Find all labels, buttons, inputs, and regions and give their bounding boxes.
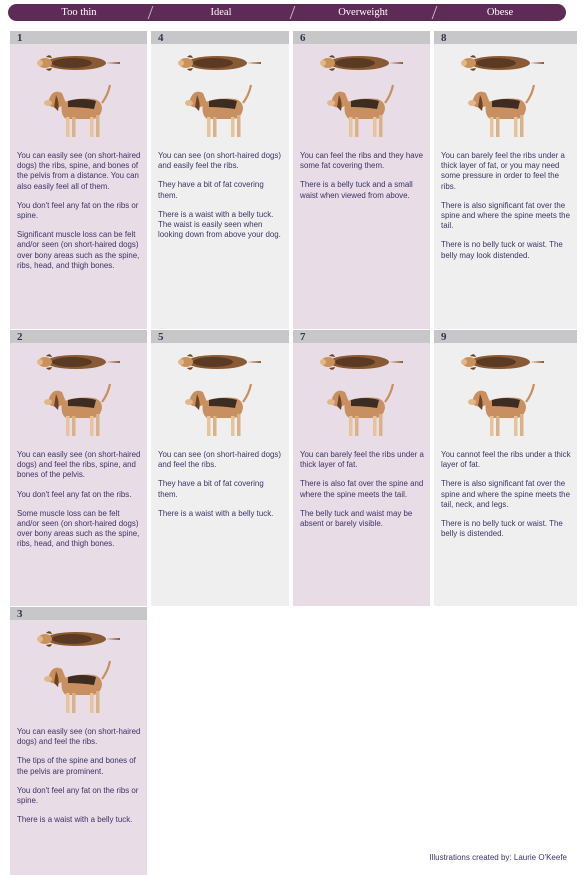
dog-top-view-illustration <box>456 352 544 372</box>
description-paragraph: The belly tuck and waist may be absent or barely visible. <box>300 508 413 529</box>
description-paragraph: There is a waist with a belly tuck. <box>158 508 274 518</box>
description-paragraph: Some muscle loss can be felt and/or seen (on short-haired dogs) over bony areas such as the spine, ribs, head, and thigh bones. <box>17 508 140 549</box>
dog-side-view-illustration <box>319 376 395 442</box>
dog-side-view-illustration <box>36 376 112 442</box>
score-card-2 <box>10 330 147 606</box>
description-paragraph: You can barely feel the ribs under a thick layer of fat, or you may need some pressure in order to feel the ribs. <box>441 151 565 191</box>
description-paragraph: You can see (on short-haired dogs) and feel the ribs. <box>158 450 281 470</box>
score-card-5 <box>151 330 289 606</box>
dog-top-view-illustration <box>315 53 403 73</box>
score-bar <box>10 330 147 343</box>
dog-side-view-illustration <box>36 77 112 143</box>
score-bar <box>151 330 289 343</box>
description-paragraph: They have a bit of fat covering them. <box>158 180 264 200</box>
score-card-6 <box>293 31 430 329</box>
score-number: 2 <box>17 331 23 343</box>
score-card-4 <box>151 31 289 329</box>
score-description <box>158 450 285 528</box>
illustration-credit: Illustrations created by: Laurie O'Keefe <box>429 853 567 862</box>
score-bar <box>293 330 430 343</box>
dog-top-view-illustration <box>173 53 261 73</box>
score-number: 1 <box>17 32 23 44</box>
dog-top-view-illustration <box>32 352 120 372</box>
score-bar <box>151 31 289 44</box>
score-card-3 <box>10 607 147 875</box>
description-paragraph: You don't feel any fat on the ribs. <box>17 489 132 499</box>
score-card-7 <box>293 330 430 606</box>
score-bar <box>10 31 147 44</box>
dog-side-view-illustration <box>319 77 395 143</box>
dog-side-view-illustration <box>177 77 253 143</box>
description-paragraph: They have a bit of fat covering them. <box>158 479 264 499</box>
score-description <box>441 151 573 270</box>
score-card-9 <box>434 330 577 606</box>
score-description <box>300 151 426 210</box>
score-description <box>17 727 143 834</box>
description-paragraph: There is also significant fat over the spine and where the spine meets the tail. <box>441 200 570 231</box>
score-number: 6 <box>300 32 306 44</box>
score-number: 7 <box>300 331 306 343</box>
score-card-8 <box>434 31 577 329</box>
score-number: 9 <box>441 331 447 343</box>
score-number: 8 <box>441 32 447 44</box>
dog-side-view-illustration <box>36 653 112 719</box>
score-number: 3 <box>17 608 23 620</box>
description-paragraph: You cannot feel the ribs under a thick layer of fat. <box>441 450 571 470</box>
score-card-1 <box>10 31 147 329</box>
dog-side-view-illustration <box>460 376 536 442</box>
condition-header <box>8 4 566 21</box>
score-bar <box>434 31 577 44</box>
description-paragraph: You don't feel any fat on the ribs or spine. <box>17 785 139 806</box>
score-description <box>158 151 285 249</box>
dog-top-view-illustration <box>173 352 261 372</box>
description-paragraph: You don't feel any fat on the ribs or spine. <box>17 200 139 221</box>
description-paragraph: You can feel the ribs and they have some fat covering them. <box>300 151 423 171</box>
dog-side-view-illustration <box>460 77 536 143</box>
dog-side-view-illustration <box>177 376 253 442</box>
header-too-thin: Too thin <box>61 7 97 18</box>
description-paragraph: There is no belly tuck or waist. The belly may look distended. <box>441 240 563 260</box>
score-description <box>17 450 143 559</box>
dog-top-view-illustration <box>315 352 403 372</box>
description-paragraph: There is a waist with a belly tuck. The waist is easily seen when looking down from above your dog. <box>158 209 281 240</box>
description-paragraph: You can easily see (on short-haired dogs) and feel the ribs. <box>17 727 141 747</box>
description-paragraph: You can easily see (on short-haired dogs) and feel the ribs, spine, and bones of the pelvis. <box>17 450 141 480</box>
score-bar <box>293 31 430 44</box>
dog-top-view-illustration <box>32 53 120 73</box>
description-paragraph: There is no belly tuck or waist. The belly is distended. <box>441 519 563 539</box>
header-ideal: Ideal <box>210 7 232 18</box>
dog-top-view-illustration <box>32 629 120 649</box>
score-description <box>17 151 143 280</box>
dog-top-view-illustration <box>456 53 544 73</box>
description-paragraph: There is also significant fat over the spine and where the spine meets the tail, neck, and legs. <box>441 479 570 509</box>
score-description <box>441 450 573 548</box>
score-number: 5 <box>158 331 164 343</box>
score-bar <box>10 607 147 620</box>
header-overweight: Overweight <box>338 7 388 18</box>
score-bar <box>434 330 577 343</box>
description-paragraph: There is a belly tuck and a small waist when viewed from above. <box>300 180 413 200</box>
description-paragraph: The tips of the spine and bones of the pelvis are prominent. <box>17 756 136 776</box>
description-paragraph: Significant muscle loss can be felt and/or seen (on short-haired dogs) over bony areas such as the spine, ribs, head, and thigh bones. <box>17 230 140 270</box>
description-paragraph: You can barely feel the ribs under a thick layer of fat. <box>300 450 424 470</box>
description-paragraph: You can easily see (on short-haired dogs) the ribs, spine, and bones of the pelvis from a distance. You can also easily feel all of them. <box>17 151 141 191</box>
description-paragraph: You can see (on short-haired dogs) and easily feel the ribs. <box>158 151 281 171</box>
score-description <box>300 450 426 538</box>
description-paragraph: There is also fat over the spine and where the spine meets the tail. <box>300 479 424 499</box>
score-number: 4 <box>158 32 164 44</box>
header-obese: Obese <box>486 7 514 18</box>
description-paragraph: There is a waist with a belly tuck. <box>17 815 133 825</box>
